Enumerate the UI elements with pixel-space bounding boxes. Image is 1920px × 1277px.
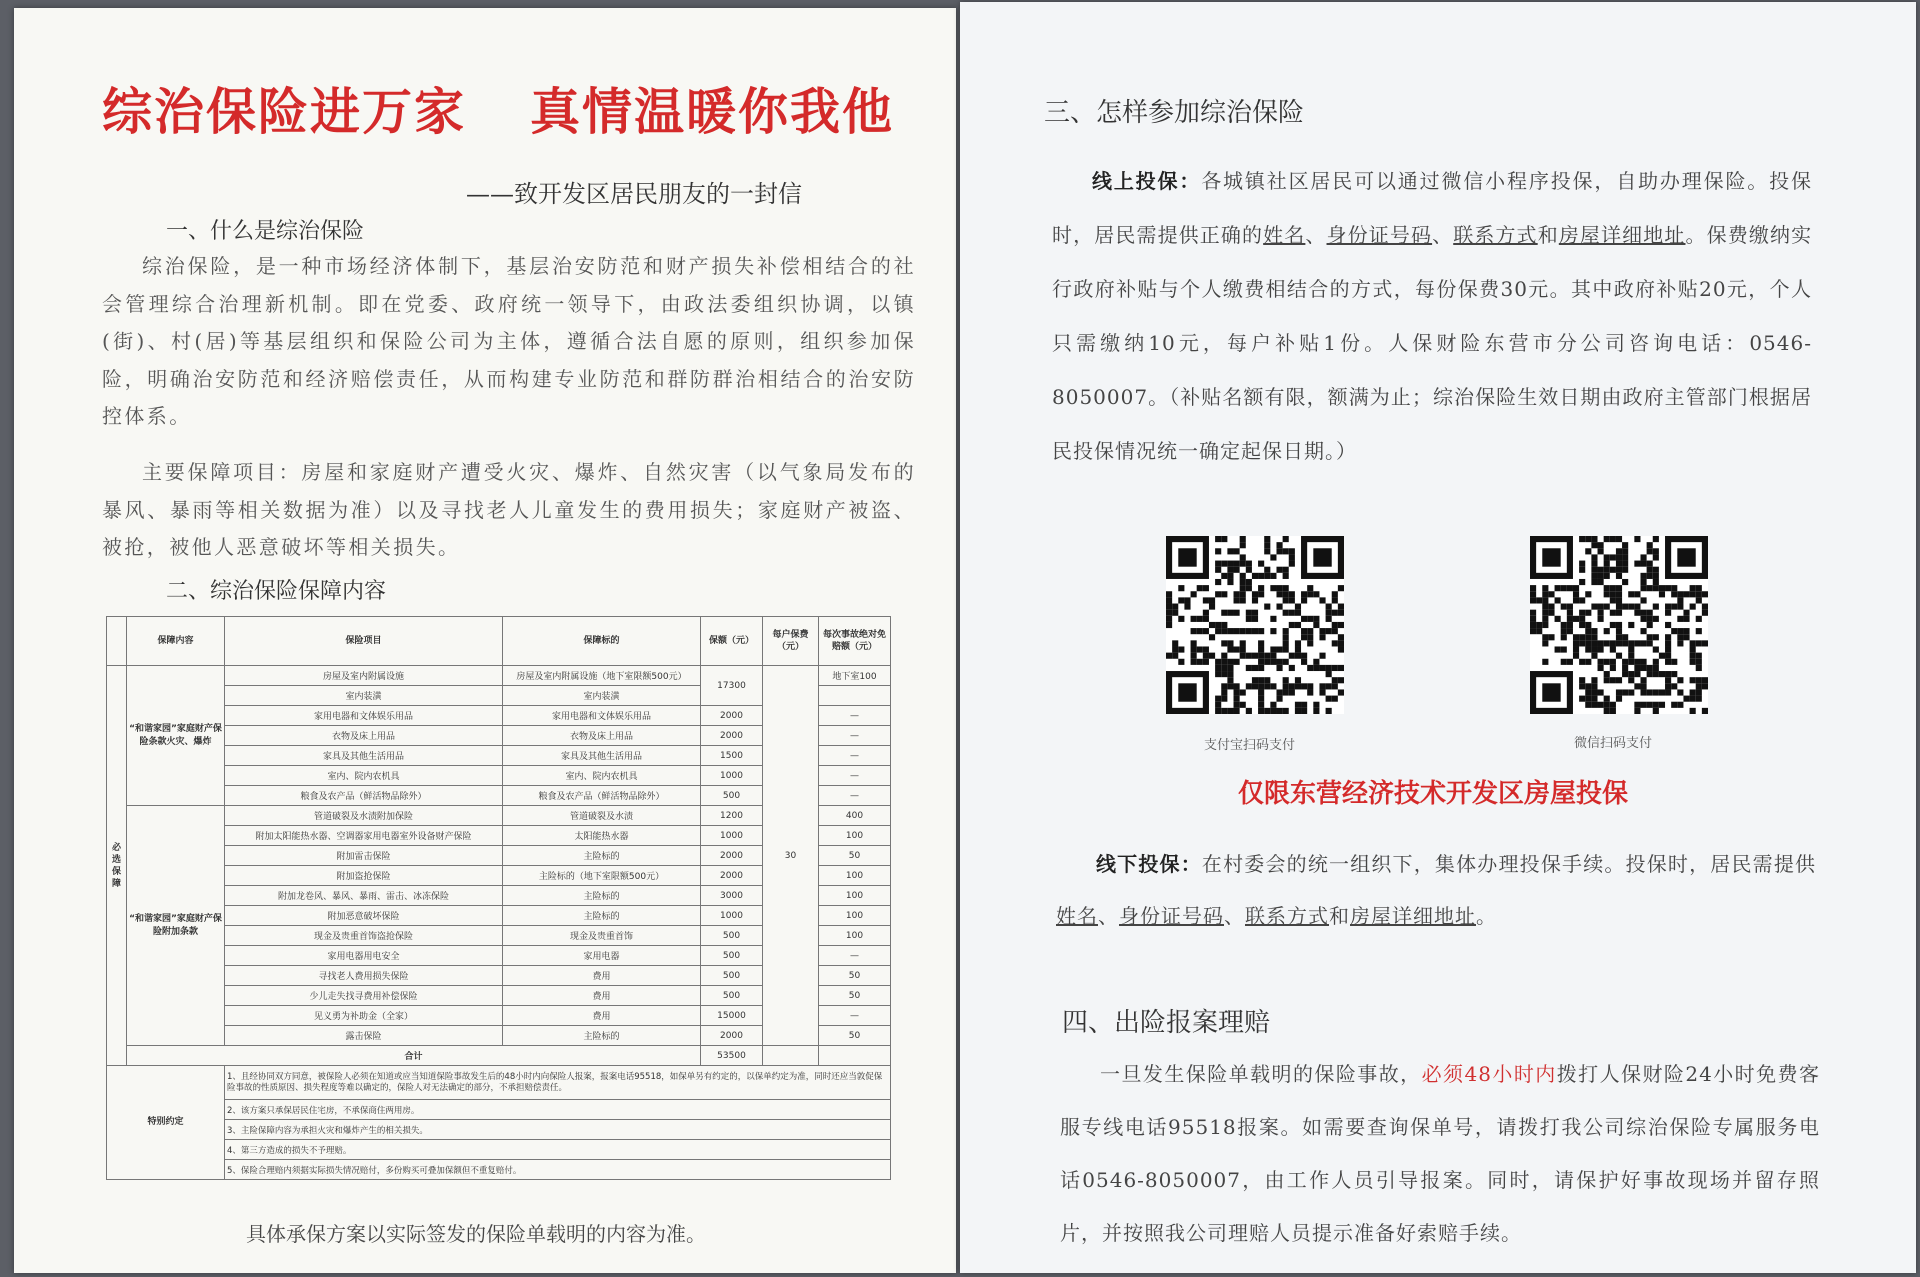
table-cell: 1200 xyxy=(701,806,763,826)
table-cell: 15000 xyxy=(701,1006,763,1026)
table-header-cell: 保障标的 xyxy=(503,617,701,666)
table-row xyxy=(107,666,891,686)
special-label-cell: 特别约定 xyxy=(107,1066,225,1180)
qr-alipay-caption: 支付宝扫码支付 xyxy=(1204,738,1296,753)
coverage-table xyxy=(106,616,891,1180)
table-cell: — xyxy=(819,766,891,786)
table-cell: 现金及贵重首饰 xyxy=(503,926,701,946)
table-cell: 附加盗抢保险 xyxy=(225,866,503,886)
claim-text-2: 拨打人保财险24小时免费客服专线电话95518报案。如需要查询保单号，请拨打我公司综治保险专属服务电话0546-8050007，由工作人员引导报案。同时，请保护好事故现场并留存照片，并按照我公司理赔人员提示准备好索赔手续。 xyxy=(1060,1062,1820,1245)
field-address: 房屋详细地址 xyxy=(1558,223,1686,247)
table-cell: 2000 xyxy=(701,1026,763,1046)
table-footnote: 具体承保方案以实际签发的保险单载明的内容为准。 xyxy=(246,1222,706,1246)
qr-code-wechat[interactable] xyxy=(1530,536,1708,714)
total-label-cell: 合计 xyxy=(127,1046,701,1066)
right-sheet xyxy=(960,2,1916,1273)
table-header-cell: 保障内容 xyxy=(127,617,225,666)
field-id-number: 身份证号码 xyxy=(1326,223,1433,247)
table-header-cell: 每次事故绝对免赔额（元） xyxy=(819,617,891,666)
table-cell: 400 xyxy=(819,806,891,826)
special-note-cell: 5、保险合理赔内须据实际损失情况赔付，多份购买可叠加保额但不重复赔付。 xyxy=(225,1160,891,1180)
table-cell: 17300 xyxy=(701,666,763,706)
table-cell: 100 xyxy=(819,886,891,906)
table-cell: — xyxy=(819,786,891,806)
qr-wechat-caption: 微信扫码支付 xyxy=(1574,736,1653,751)
section-2-title: 二、综治保险保障内容 xyxy=(166,579,387,604)
table-cell: 附加恶意破坏保险 xyxy=(225,906,503,926)
table-cell: 衣物及床上用品 xyxy=(225,726,503,746)
table-header-cell xyxy=(107,617,127,666)
qr-code-alipay[interactable] xyxy=(1166,536,1344,714)
field-id-number: 身份证号码 xyxy=(1119,904,1224,928)
table-cell: 家用电器 xyxy=(503,946,701,966)
table-cell: 费用 xyxy=(503,986,701,1006)
table-cell: 家具及其他生活用品 xyxy=(225,746,503,766)
table-cell xyxy=(819,686,891,706)
special-note-cell: 2、该方案只承保居民住宅房，不承保商住两用房。 xyxy=(225,1100,891,1120)
total-amount-cell: 53500 xyxy=(701,1046,763,1066)
table-cell: 2000 xyxy=(701,706,763,726)
section-3-title: 三、怎样参加综治保险 xyxy=(1044,98,1305,128)
table-cell: 家用电器用电安全 xyxy=(225,946,503,966)
table-cell: 地下室100 xyxy=(819,666,891,686)
field-name: 姓名 xyxy=(1056,904,1098,928)
table-header-cell: 每户保费（元） xyxy=(763,617,819,666)
field-address: 房屋详细地址 xyxy=(1350,904,1476,928)
table-cell: 3000 xyxy=(701,886,763,906)
section-1-paragraph-2: 主要保障项目：房屋和家庭财产遭受火灾、爆炸、自然灾害（以气象局发布的暴风、暴雨等相关数据为准）以及寻找老人儿童发生的费用损失；家庭财产被盗、被抢，被他人恶意破坏等相关损失。 xyxy=(102,460,916,559)
online-insure-paragraph: 线上投保：各城镇社区居民可以通过微信小程序投保，自助办理保险。投保时，居民需提供正确的姓名、身份证号码、联系方式和房屋详细地址。保费缴纳实行政府补贴与个人缴费相结合的方式，每份保费30元。其中政府补贴20元，个人只需缴纳10元，每户补贴1份。人保财险东营市分公司咨询电话：0546-8050007。（补贴名额有限，额满为止；综治保险生效日期由政府主管部门根据居民投保情况统一确定起保日期。） xyxy=(1052,169,1813,463)
special-note-row xyxy=(107,1160,891,1180)
table-cell: 太阳能热水器 xyxy=(503,826,701,846)
table-cell: — xyxy=(819,726,891,746)
table-cell: 管道破裂及水渍 xyxy=(503,806,701,826)
special-note-cell: 3、主险保障内容为承担火灾和爆炸产生的相关损失。 xyxy=(225,1120,891,1140)
table-cell: 室内、院内农机具 xyxy=(225,766,503,786)
premium-cell: 30 xyxy=(763,666,819,1046)
online-insure-label: 线上投保： xyxy=(1092,169,1202,193)
table-header-cell: 保险项目 xyxy=(225,617,503,666)
table-cell: 100 xyxy=(819,866,891,886)
table-cell: 100 xyxy=(819,826,891,846)
offline-insure-paragraph: 线下投保：在村委会的统一组织下，集体办理投保手续。投保时，居民需提供姓名、身份证号码、联系方式和房屋详细地址。 xyxy=(1056,852,1817,928)
table-cell xyxy=(819,1046,891,1066)
table-cell: 2000 xyxy=(701,726,763,746)
table-cell: 主险标的（地下室限额500元） xyxy=(503,866,701,886)
table-cell: 100 xyxy=(819,906,891,926)
region-limit-note: 仅限东营经济技术开发区房屋投保 xyxy=(1238,779,1629,809)
headline xyxy=(102,72,894,144)
table-cell: 现金及贵重首饰盗抢保险 xyxy=(225,926,503,946)
special-note-cell: 4、第三方造成的损失不予理赔。 xyxy=(225,1140,891,1160)
claim-text-1: 一旦发生保险单载明的保险事故， xyxy=(1100,1062,1422,1086)
claim-paragraph xyxy=(1060,1048,1820,1260)
field-contact: 联系方式 xyxy=(1453,223,1538,247)
table-header-row xyxy=(107,617,891,666)
special-note-row xyxy=(107,1120,891,1140)
table-cell: 房屋及室内附属设施（地下室限额500元） xyxy=(503,666,701,686)
offline-insure-label: 线下投保： xyxy=(1096,852,1202,876)
table-cell: 衣物及床上用品 xyxy=(503,726,701,746)
table-cell: 房屋及室内附属设施 xyxy=(225,666,503,686)
table-cell xyxy=(763,1046,819,1066)
table-cell: 附加太阳能热水器、空调器家用电器室外设备财产保险 xyxy=(225,826,503,846)
online-insure-text-2: 。保费缴纳实行政府补贴与个人缴费相结合的方式，每份保费30元。其中政府补贴20元，个人只需缴纳10元，每户补贴1份。人保财险东营市分公司咨询电话：0546-8050007。（补贴名额有限，额满为止；综治保险生效日期由政府主管部门根据居民投保情况统一确定起保日期。） xyxy=(1052,223,1813,463)
table-cell: 管道破裂及水渍附加保险 xyxy=(225,806,503,826)
table-cell: 家用电器和文体娱乐用品 xyxy=(503,706,701,726)
field-contact: 联系方式 xyxy=(1245,904,1329,928)
table-cell: 附加龙卷风、暴风、暴雨、雷击、冰冻保险 xyxy=(225,886,503,906)
table-cell: 50 xyxy=(819,986,891,1006)
headline-part-2: 真情温暖你我他 xyxy=(530,83,894,141)
table-cell: 500 xyxy=(701,926,763,946)
table-cell: — xyxy=(819,946,891,966)
section-1-paragraph-1: 综治保险，是一种市场经济体制下，基层治安防范和财产损失补偿相结合的社会管理综合治理新机制。即在党委、政府统一领导下，由政法委组织协调，以镇(街)、村(居)等基层组织和保险公司为主体，遵循合法自愿的原则，组织参加保险，明确治安防范和经济赔偿责任，从而构建专业防范和群防群治相结合的治安防控体系。 xyxy=(102,254,916,428)
offline-insure-text: 在村委会的统一组织下，集体办理投保手续。投保时，居民需提供 xyxy=(1201,852,1817,876)
subtitle: ——致开发区居民朋友的一封信 xyxy=(466,180,802,208)
group-label-cell: “和谐家园”家庭财产保险附加条款 xyxy=(127,806,225,1046)
table-cell: 附加雷击保险 xyxy=(225,846,503,866)
special-note-row xyxy=(107,1140,891,1160)
table-cell: 家具及其他生活用品 xyxy=(503,746,701,766)
field-name: 姓名 xyxy=(1263,223,1306,247)
table-cell: 寻找老人费用损失保险 xyxy=(225,966,503,986)
table-cell: 室内装潢 xyxy=(225,686,503,706)
special-note-row xyxy=(107,1100,891,1120)
headline-part-1: 综治保险进万家 xyxy=(102,83,466,141)
table-cell: 室内、院内农机具 xyxy=(503,766,701,786)
left-sheet xyxy=(14,8,956,1273)
table-cell: 1500 xyxy=(701,746,763,766)
table-cell: 1000 xyxy=(701,906,763,926)
table-cell: 50 xyxy=(819,1026,891,1046)
table-header-cell: 保额（元） xyxy=(701,617,763,666)
group-label-cell: “和谐家园”家庭财产保险条款火灾、爆炸 xyxy=(127,666,225,806)
online-insure-text-1: 各城镇社区居民可以通过微信小程序投保，自助办理保险。投保时，居民需提供正确的 xyxy=(1052,169,1812,247)
table-cell: 粮食及农产品（鲜活物品除外） xyxy=(503,786,701,806)
table-cell: 家用电器和文体娱乐用品 xyxy=(225,706,503,726)
table-cell: 100 xyxy=(819,926,891,946)
table-cell: 500 xyxy=(701,946,763,966)
table-cell: 1000 xyxy=(701,826,763,846)
section-1-title: 一、什么是综治保险 xyxy=(166,219,365,244)
table-cell: 500 xyxy=(701,986,763,1006)
section-4-title: 四、出险报案理赔 xyxy=(1062,1008,1271,1038)
offline-insure-end: 。 xyxy=(1476,904,1497,928)
table-total-row xyxy=(107,1046,891,1066)
table-cell: — xyxy=(819,1006,891,1026)
table-cell: 少儿走失找寻费用补偿保险 xyxy=(225,986,503,1006)
table-cell: 主险标的 xyxy=(503,846,701,866)
claim-deadline-highlight: 必须48小时内 xyxy=(1421,1062,1557,1086)
table-cell: 主险标的 xyxy=(503,1026,701,1046)
table-cell: 主险标的 xyxy=(503,886,701,906)
table-cell: 500 xyxy=(701,786,763,806)
table-cell: 费用 xyxy=(503,1006,701,1026)
table-cell: — xyxy=(819,746,891,766)
table-cell: 主险标的 xyxy=(503,906,701,926)
special-note-row xyxy=(107,1066,891,1100)
table-cell: 露击保险 xyxy=(225,1026,503,1046)
table-cell: 2000 xyxy=(701,846,763,866)
table-cell: 粮食及农产品（鲜活物品除外） xyxy=(225,786,503,806)
category-required-cell: 必选保障 xyxy=(107,666,127,1066)
table-cell: 1000 xyxy=(701,766,763,786)
table-cell: 见义勇为补助金（全家） xyxy=(225,1006,503,1026)
table-cell: — xyxy=(819,706,891,726)
table-cell: 500 xyxy=(701,966,763,986)
special-note-cell: 1、且经协同双方同意，被保险人必须在知道或应当知道保险事故发生后的48小时内向保险人报案，报案电话95518，如保单另有约定的，以保单约定为准，同时还应当敦促保险事故的性质原因、损失程度等难以确定的，保险人对无法确定的部分，不承担赔偿责任。 xyxy=(225,1066,891,1100)
table-cell: 费用 xyxy=(503,966,701,986)
table-cell: 室内装潢 xyxy=(503,686,701,706)
table-cell: 2000 xyxy=(701,866,763,886)
table-cell: 50 xyxy=(819,966,891,986)
table-cell: 50 xyxy=(819,846,891,866)
